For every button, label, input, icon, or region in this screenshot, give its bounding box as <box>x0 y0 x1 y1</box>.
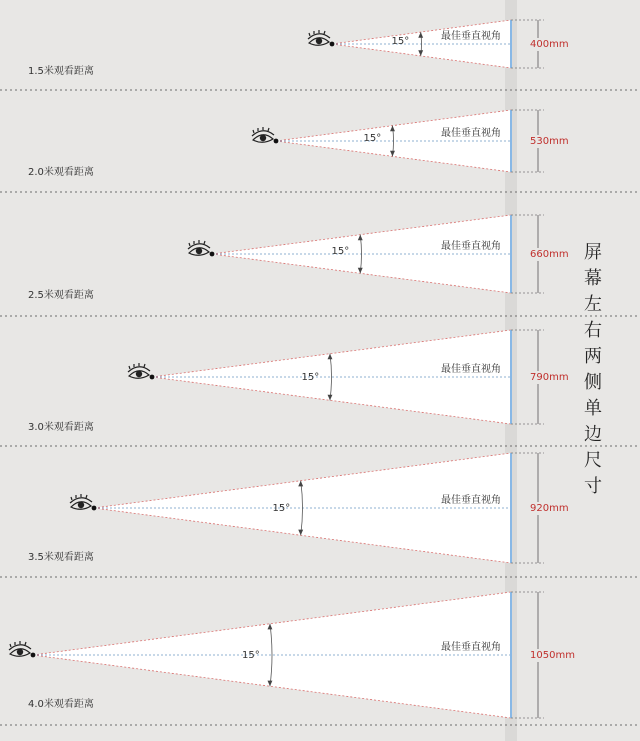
side-title-char: 幕 <box>584 268 602 289</box>
side-title-char: 尺 <box>584 450 602 471</box>
eye-icon <box>9 641 31 656</box>
angle-label: 15° <box>363 133 382 144</box>
eye-icon <box>308 30 330 45</box>
half-width-label: 790mm <box>530 372 569 383</box>
optimal-angle-label: 最佳垂直视角 <box>441 128 501 139</box>
optimal-angle-label: 最佳垂直视角 <box>441 495 501 506</box>
optimal-angle-label: 最佳垂直视角 <box>441 642 501 653</box>
distance-label: 2.5米观看距离 <box>28 290 94 301</box>
distance-label: 4.0米观看距离 <box>28 699 94 710</box>
half-width-label: 530mm <box>530 136 569 147</box>
eye-icon <box>188 240 210 255</box>
half-width-label: 1050mm <box>530 650 575 661</box>
viewing-row <box>28 110 570 178</box>
viewing-row <box>28 453 570 563</box>
angle-label: 15° <box>272 503 291 514</box>
angle-label: 15° <box>391 36 410 47</box>
eye-point <box>150 375 155 380</box>
viewing-row <box>9 592 576 718</box>
eye-icon <box>70 494 92 509</box>
angle-label: 15° <box>331 246 350 257</box>
viewing-row <box>28 215 570 301</box>
optimal-angle-label: 最佳垂直视角 <box>441 31 501 42</box>
viewing-row <box>28 20 570 77</box>
distance-label: 1.5米观看距离 <box>28 66 94 77</box>
side-title-char: 右 <box>584 320 602 341</box>
eye-point <box>31 653 36 658</box>
side-title-char: 屏 <box>584 242 602 263</box>
optimal-angle-label: 最佳垂直视角 <box>441 241 501 252</box>
side-title-char: 侧 <box>584 372 602 393</box>
viewing-row <box>28 330 570 433</box>
angle-label: 15° <box>301 372 320 383</box>
side-title-char: 寸 <box>584 476 602 497</box>
distance-label: 3.0米观看距离 <box>28 422 94 433</box>
optimal-angle-label: 最佳垂直视角 <box>441 364 501 375</box>
side-title-char: 边 <box>584 424 602 445</box>
eye-point <box>330 42 335 47</box>
angle-label: 15° <box>242 650 260 661</box>
eye-point <box>92 506 97 511</box>
eye-point <box>210 252 215 257</box>
side-title-char: 单 <box>584 398 602 419</box>
half-width-label: 660mm <box>530 249 569 260</box>
eye-icon <box>128 363 150 378</box>
distance-label: 2.0米观看距离 <box>28 167 94 178</box>
half-width-label: 400mm <box>530 39 569 50</box>
half-width-label: 920mm <box>530 503 569 514</box>
side-title-char: 两 <box>584 346 602 367</box>
eye-point <box>274 139 279 144</box>
distance-label: 3.5米观看距离 <box>28 552 94 563</box>
side-title-char: 左 <box>584 294 602 315</box>
eye-icon <box>252 127 274 142</box>
